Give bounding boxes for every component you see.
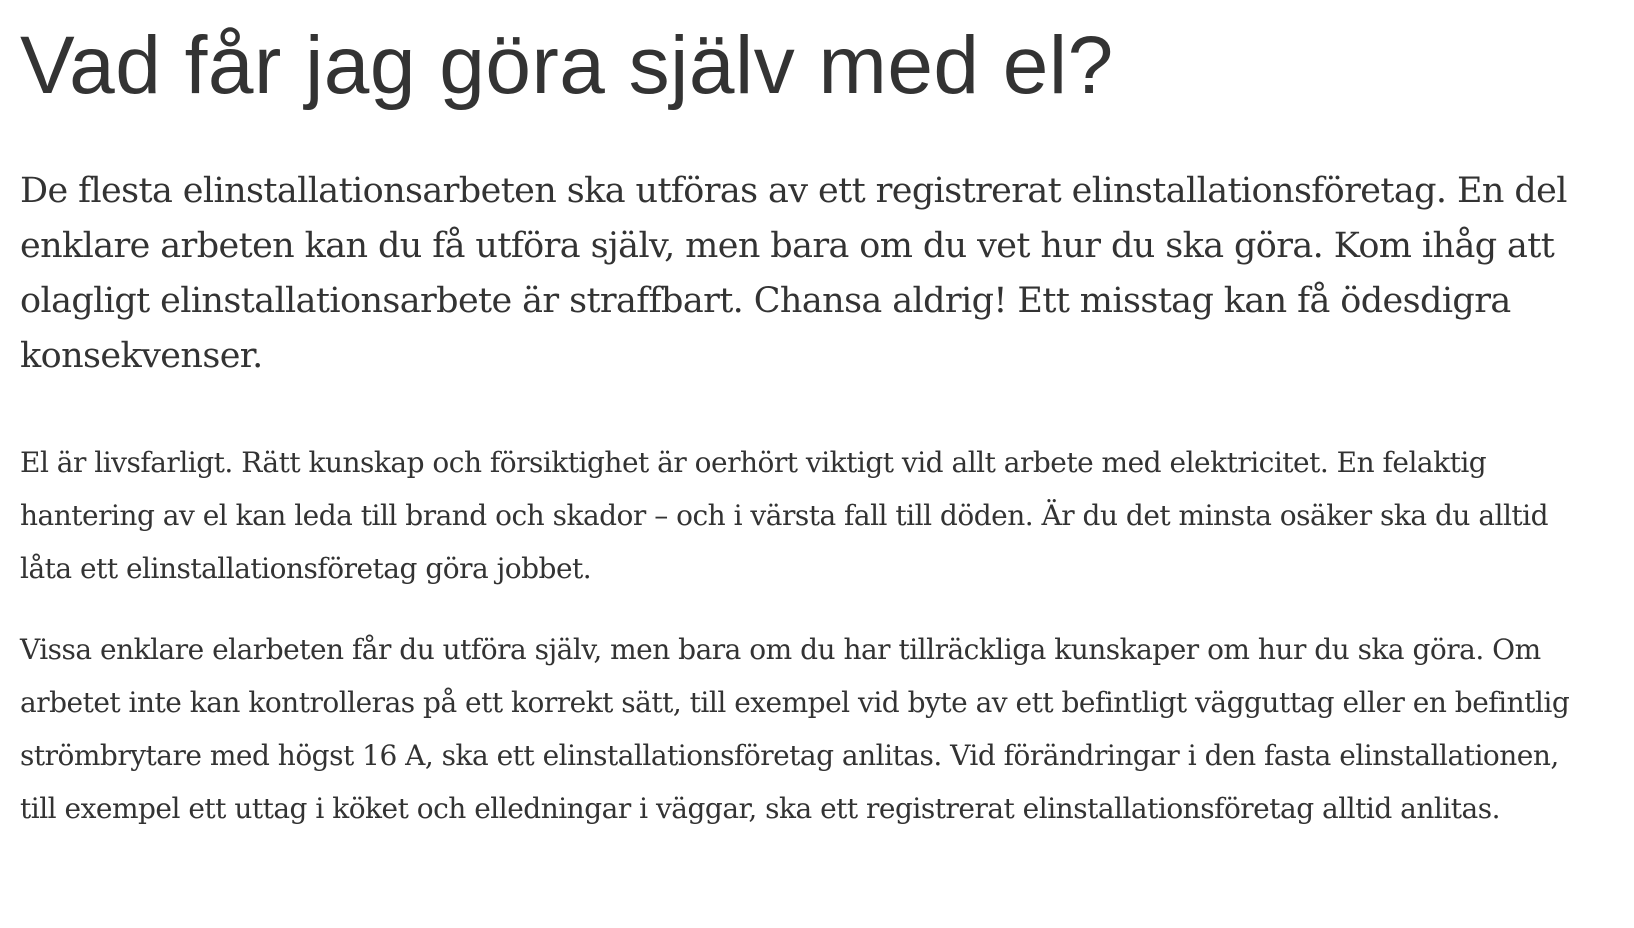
page-title: Vad får jag göra själv med el? — [20, 20, 1114, 111]
article-paragraph-1: El är livsfarligt. Rätt kunskap och försiktighet är oerhört viktigt vid allt arbete med elektricitet. En felaktig hantering av el kan leda till brand och skador – och i värsta fall till döden. Är du det minsta osäker ska du alltid låta ett elinstallationsföretag göra jobbet. — [20, 446, 1549, 585]
article-paragraph-2: Vissa enklare elarbeten får du utföra själv, men bara om du har tillräckliga kunskaper om hur du ska göra. Om arbetet inte kan kontrolleras på ett korrekt sätt, till exempel vid byte av ett befintligt vägguttag eller en befintlig strömbrytare med högst 16 A, ska ett elinstallationsföretag anlitas. Vid förändringar i den fasta elinstallationen, till exempel ett uttag i köket och elledningar i väggar, ska ett registrerat elinstallationsföretag alltid anlitas. — [20, 633, 1570, 825]
article-lead: De flesta elinstallationsarbeten ska utföras av ett registrerat elinstallationsföretag. En del enklare arbeten kan du få utföra själv, men bara om du vet hur du ska göra. Kom ihåg att olagligt elinstallationsarbete är straffbart. Chansa aldrig! Ett misstag kan få ödesdigra konsekvenser. — [20, 171, 1567, 376]
